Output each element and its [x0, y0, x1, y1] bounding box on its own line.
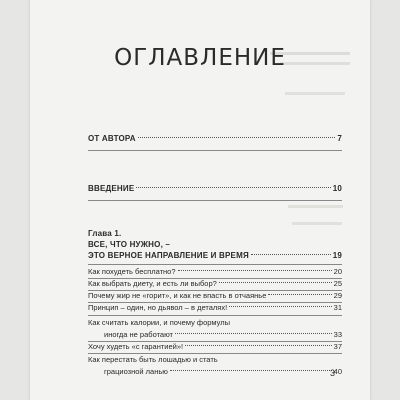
toc-entry-chapter-1[interactable] [88, 251, 342, 260]
toc-entry-label: Как похудеть бесплатно? [88, 267, 176, 276]
toc-entry-page: 20 [333, 267, 342, 276]
divider [88, 315, 342, 316]
toc-entry-page: 40 [333, 367, 342, 376]
chapter-title-line2: ЭТО ВЕРНОЕ НАПРАВЛЕНИЕ И ВРЕМЯ [88, 251, 249, 260]
toc-entry-page: 37 [333, 342, 342, 351]
toc-entry-label: Принцип – один, но дьявол – в деталях! [88, 303, 228, 312]
chapter-number: Глава 1. [88, 229, 122, 238]
divider [88, 200, 342, 201]
toc-entry-section[interactable] [88, 342, 342, 351]
toc-entry-author[interactable] [88, 134, 342, 143]
toc-entry-section[interactable] [88, 279, 342, 288]
toc-entry-page: 25 [333, 279, 342, 288]
toc-entry-label: ОТ АВТОРА [88, 134, 136, 143]
chapter-title-line1: ВСЕ, ЧТО НУЖНО, – [88, 240, 171, 249]
dot-leader [170, 370, 332, 371]
toc-entry-label-line1: Как считать калории, и почему формулы [88, 318, 231, 327]
dot-leader [178, 270, 332, 271]
toc-entry-label: Почему жир не «горит», и как не впасть в отчаянье [88, 291, 267, 300]
toc-entry-label: Хочу худеть «с гарантией»! [88, 342, 184, 351]
dot-leader [185, 345, 332, 346]
toc-entry-label-line2: грациозной ланью [104, 367, 168, 376]
dot-leader [136, 187, 330, 188]
toc-entry-page: 33 [333, 330, 342, 339]
toc-entry-section[interactable] [88, 291, 342, 300]
show-through-mark [285, 92, 345, 101]
divider [88, 150, 342, 151]
toc-entry-page: 7 [337, 134, 342, 143]
show-through-mark [288, 205, 343, 214]
page-number: 3 [330, 368, 336, 378]
dot-leader [138, 137, 336, 138]
divider [88, 353, 342, 354]
toc-entry-page: 19 [332, 251, 342, 260]
dot-leader [251, 254, 331, 255]
dot-leader [229, 306, 331, 307]
dot-leader [219, 282, 332, 283]
toc-entry-intro[interactable] [88, 184, 342, 193]
dot-leader [268, 294, 331, 295]
toc-entry-label-line1: Как перестать быть лошадью и стать [88, 355, 218, 364]
page-title: ОГЛАВЛЕНИЕ [114, 45, 286, 72]
toc-entry-section[interactable] [88, 303, 342, 312]
show-through-mark [292, 222, 342, 231]
toc-entry-section[interactable] [88, 267, 342, 276]
dot-leader [175, 333, 332, 334]
toc-entry-label-line2: иногда не работают [104, 330, 173, 339]
toc-entry-label: ВВЕДЕНИЕ [88, 184, 135, 193]
toc-entry-page: 31 [333, 303, 342, 312]
toc-entry-section[interactable] [104, 367, 342, 376]
toc-entry-section[interactable] [104, 330, 342, 339]
toc-entry-label: Как выбрать диету, и есть ли выбор? [88, 279, 217, 288]
toc-entry-page: 10 [332, 184, 342, 193]
book-page [30, 0, 370, 400]
toc-entry-page: 29 [333, 291, 342, 300]
divider [88, 264, 342, 265]
